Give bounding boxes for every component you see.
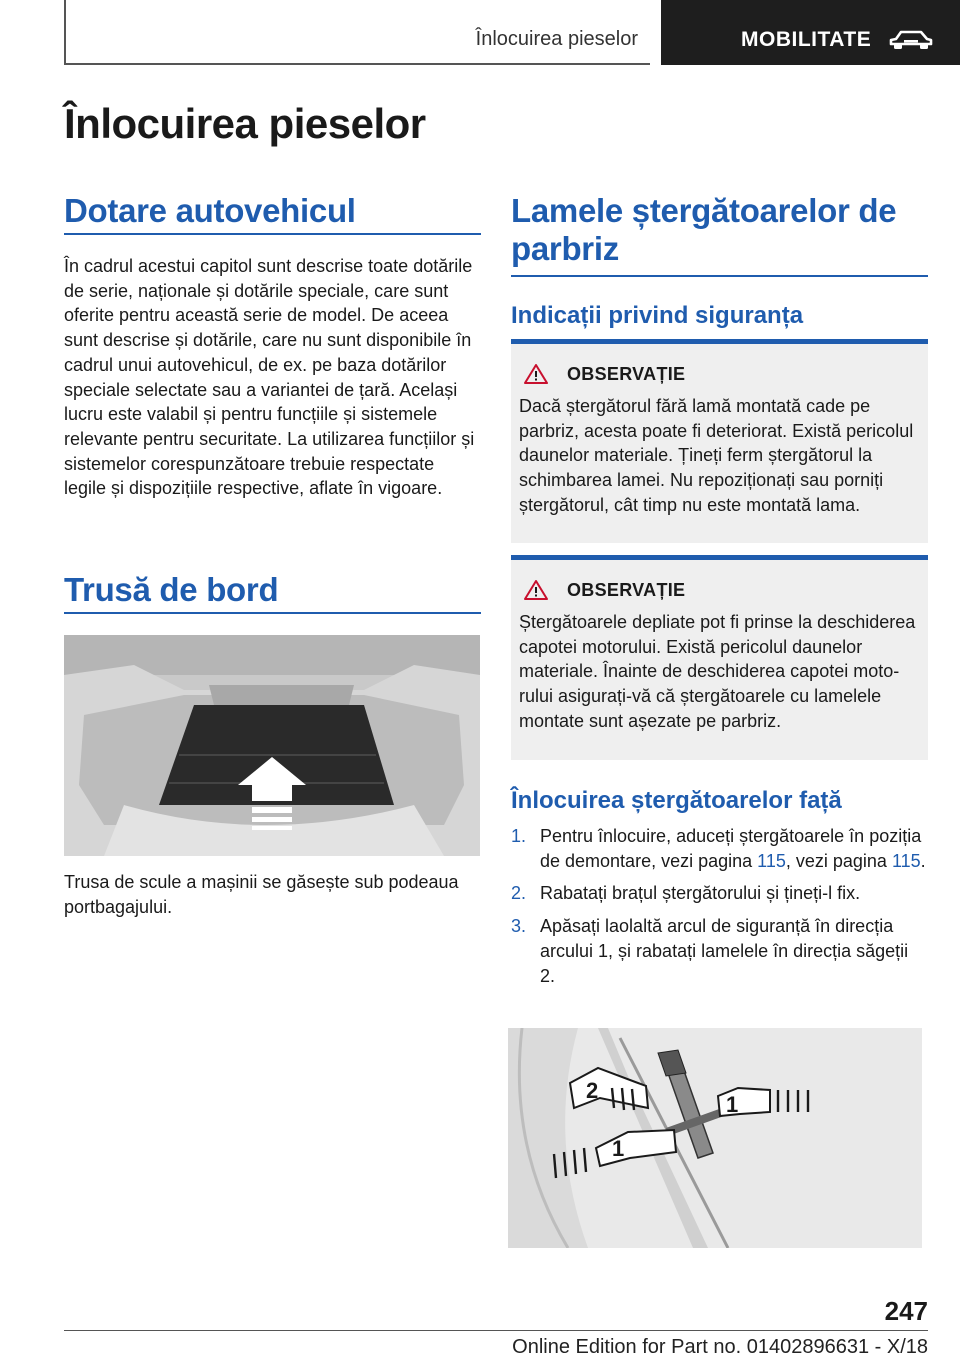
list-item: 2. Rabatați brațul ștergătorului și țineți-l fix. xyxy=(511,883,861,904)
warning-icon xyxy=(523,363,549,385)
page-link[interactable]: 115 xyxy=(757,850,786,871)
notice-box xyxy=(511,339,928,543)
heading-toolkit: Trusă de bord xyxy=(64,571,279,608)
section-front-wipers xyxy=(511,786,928,996)
car-icon xyxy=(887,28,935,52)
notice-label: OBSERVAȚIE xyxy=(567,579,686,600)
header-bottom-rule xyxy=(64,63,650,65)
notice-text: Ștergătoarele depliate pot fi prinse la deschiderea capotei motorului. Există pericolul daunelor materiale. Înainte de deschiderea capotei motorului asigurați-vă că ștergătoarele cu lamelele montate sunt așezate pe parbriz. xyxy=(519,612,916,731)
section-toolkit xyxy=(64,571,481,614)
heading-safety: Indicații privind siguranța xyxy=(511,302,804,329)
heading-equipment: Dotare autovehicul xyxy=(64,192,356,229)
wiper-replacement-figure xyxy=(508,1028,922,1248)
heading-rule xyxy=(64,612,481,614)
figure-label: 1 xyxy=(612,1136,625,1161)
page-link[interactable]: 115 xyxy=(891,850,921,871)
warning-icon xyxy=(523,579,549,601)
figure-label: 2 xyxy=(586,1078,599,1103)
trunk-toolkit-figure xyxy=(64,635,480,856)
notice-text: Dacă ștergătorul fără lamă montată cade pe parbriz, acesta poate fi deteriorat. Există pericolul daunelor materiale. Țineți ferm ștergătorul la schimbarea lamei. Nu repoziționați sau porniți ștergătorul, cât timp nu este montată lama. xyxy=(519,396,914,515)
header-left-rule xyxy=(64,0,66,64)
equipment-paragraph: În cadrul acestui capitol sunt descrise toate dotările de serie, naționale și dotările speciale, care sunt oferite pentru această serie de model. De aceea sunt descrise și dotările, care nu sunt disponibile în cadrul unui autovehicul, de ex. pe baza dotărilor speciale selectate sau a variantei de țară. Același lucru este valabil și pentru funcțiile și sistemele relevante pentru securitate. La utilizarea funcțiilor și sistemelor corespunzătoare trebuie respectate legile și dispozițiile respective, aflate în vigoare. xyxy=(64,256,475,499)
list-item: 1. Pentru înlocuire, aduceți ștergătoarele în poziția de demontare, vezi pagina 115, vezi pagina 115. xyxy=(511,826,926,871)
heading-front-wipers: Înlocuirea ștergătoarelor față xyxy=(511,787,842,814)
section-equipment xyxy=(64,192,481,501)
notice-box xyxy=(511,555,928,760)
footer-edition: Online Edition for Part no. 01402896631 - X/18 xyxy=(512,1336,928,1358)
steps-list xyxy=(511,824,928,988)
heading-rule xyxy=(64,233,481,235)
notice-label: OBSERVAȚIE xyxy=(567,363,686,384)
page-title: Înlocuirea pieselor xyxy=(64,100,426,147)
chapter-tab-label: MOBILITATE xyxy=(741,28,872,51)
section-wipers xyxy=(511,192,928,331)
figure-label: 1 xyxy=(726,1092,739,1117)
heading-rule xyxy=(511,275,928,277)
page-number: 247 xyxy=(884,1296,928,1326)
header-section-title: Înlocuirea pieselor xyxy=(475,28,638,50)
list-item: 3. Apăsați laolaltă arcul de siguranță în direcția arcului 1, și rabatați lamelele în direcția săgeții 2. xyxy=(511,916,909,986)
toolkit-caption: Trusa de scule a mașinii se găsește sub podeaua portbagajului. xyxy=(64,872,459,917)
footer-rule xyxy=(64,1330,928,1331)
heading-wipers: Lamele ștergătoarelor de parbriz xyxy=(511,192,897,267)
chapter-tab xyxy=(661,0,960,65)
